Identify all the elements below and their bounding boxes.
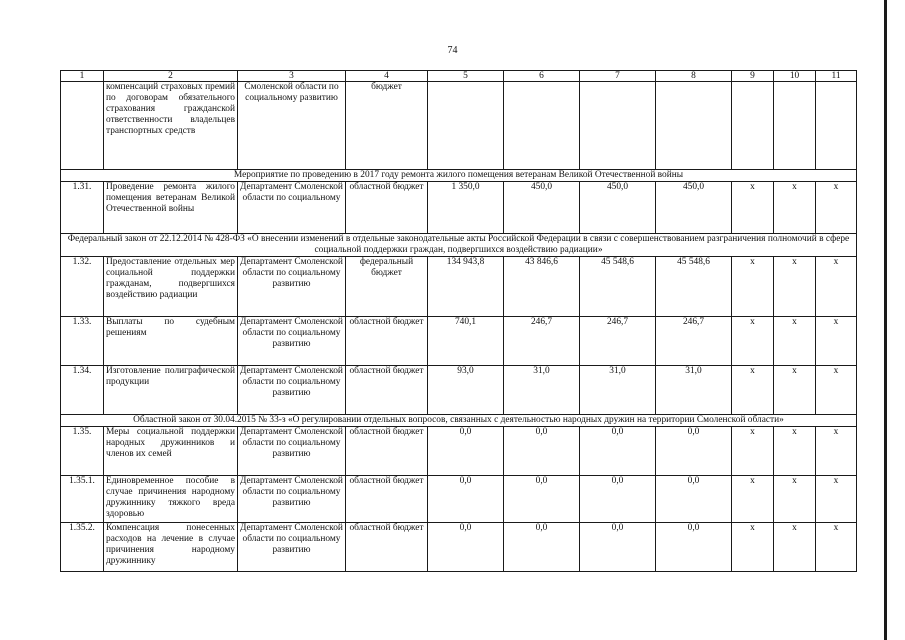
column-number-row (61, 71, 857, 82)
value-year-3: 450,0 (656, 182, 732, 234)
funding-source-cell: областной бюджет (346, 182, 428, 234)
value-mark: х (732, 366, 774, 415)
value-mark: х (732, 523, 774, 572)
value-mark: х (774, 523, 816, 572)
activity-description: Меры социальной поддержки народных дружинников и членов их семей (104, 427, 238, 476)
value-mark: х (774, 427, 816, 476)
activity-description: Предоставление отдельных мер социальной поддержки гражданам, подвергшихся воздействию радиации (104, 257, 238, 317)
value-year-1: 0,0 (504, 427, 580, 476)
row-number: 1.35.1. (61, 476, 104, 523)
funding-source-cell: областной бюджет (346, 523, 428, 572)
funding-source-cell: федеральный бюджет (346, 257, 428, 317)
value-mark: х (732, 476, 774, 523)
row-number: 1.31. (61, 182, 104, 234)
value-year-1: 0,0 (504, 476, 580, 523)
row-number: 1.35. (61, 427, 104, 476)
value-total: 0,0 (428, 476, 504, 523)
section-heading: Мероприятие по проведению в 2017 году ремонта жилого помещения ветеранам Великой Отечественной войны (61, 170, 857, 182)
value-total: 93,0 (428, 366, 504, 415)
value-mark: х (774, 366, 816, 415)
value-mark: х (816, 523, 857, 572)
value-mark: х (816, 366, 857, 415)
executor-cell: Департамент Смоленской области по социальному развитию (238, 366, 346, 415)
section-heading: Областной закон от 30.04.2015 № 33-з «О регулировании отдельных вопросов, связанных с деятельностью народных дружин на территории Смоленской области» (61, 415, 857, 427)
value-year-1: 0,0 (504, 523, 580, 572)
column-number: 8 (656, 71, 732, 82)
value-year-1: 43 846,6 (504, 257, 580, 317)
column-number: 4 (346, 71, 428, 82)
column-number: 5 (428, 71, 504, 82)
value-cell (428, 82, 504, 170)
value-year-3: 31,0 (656, 366, 732, 415)
section-heading-row (61, 415, 857, 427)
column-number: 10 (774, 71, 816, 82)
value-year-3: 0,0 (656, 427, 732, 476)
column-number: 7 (580, 71, 656, 82)
funding-source-cell: областной бюджет (346, 476, 428, 523)
table-row (61, 182, 857, 234)
value-cell (504, 82, 580, 170)
value-year-2: 31,0 (580, 366, 656, 415)
value-cell (732, 82, 774, 170)
value-mark: х (732, 182, 774, 234)
scan-edge-line (884, 0, 887, 640)
executor-cell: Департамент Смоленской области по социальному развитию (238, 317, 346, 366)
executor-cell: Департамент Смоленской области по социальному (238, 182, 346, 234)
row-number: 1.34. (61, 366, 104, 415)
column-number: 11 (816, 71, 857, 82)
value-year-2: 0,0 (580, 427, 656, 476)
funding-source-cell: областной бюджет (346, 317, 428, 366)
section-heading-row (61, 234, 857, 257)
activity-description: компенсаций страховых премий по договорам обязательного страхования гражданской ответственности владельцев транспортных средств (104, 82, 238, 170)
table-row (61, 523, 857, 572)
value-mark: х (774, 317, 816, 366)
column-number: 3 (238, 71, 346, 82)
value-mark: х (732, 257, 774, 317)
column-number: 9 (732, 71, 774, 82)
value-year-2: 246,7 (580, 317, 656, 366)
value-year-3: 0,0 (656, 523, 732, 572)
value-mark: х (816, 182, 857, 234)
table-row (61, 82, 857, 170)
value-year-2: 450,0 (580, 182, 656, 234)
value-total: 740,1 (428, 317, 504, 366)
value-cell (816, 82, 857, 170)
value-cell (656, 82, 732, 170)
column-number: 2 (104, 71, 238, 82)
section-heading: Федеральный закон от 22.12.2014 № 428-ФЗ «О внесении изменений в отдельные законодательные акты Российской Федерации в связи с совершенствованием разграничения полномочий в сфере социальной поддержки граждан, подвергшихся воздействию радиации» (61, 234, 857, 257)
value-total: 0,0 (428, 523, 504, 572)
value-year-1: 450,0 (504, 182, 580, 234)
value-mark: х (816, 476, 857, 523)
value-mark: х (732, 427, 774, 476)
page-number: 74 (447, 45, 458, 56)
value-year-3: 45 548,6 (656, 257, 732, 317)
value-mark: х (732, 317, 774, 366)
value-year-2: 0,0 (580, 523, 656, 572)
program-activities-table (60, 70, 857, 572)
row-number: 1.32. (61, 257, 104, 317)
executor-cell: Департамент Смоленской области по социальному развитию (238, 523, 346, 572)
value-year-1: 246,7 (504, 317, 580, 366)
executor-cell: Департамент Смоленской области по социальному развитию (238, 427, 346, 476)
row-number: 1.35.2. (61, 523, 104, 572)
funding-source-cell: областной бюджет (346, 366, 428, 415)
executor-cell: Департамент Смоленской области по социальному развитию (238, 476, 346, 523)
executor-cell: Смоленской области по социальному развитию (238, 82, 346, 170)
value-year-2: 45 548,6 (580, 257, 656, 317)
executor-cell: Департамент Смоленской области по социальному развитию (238, 257, 346, 317)
funding-source-cell: бюджет (346, 82, 428, 170)
table-row (61, 257, 857, 317)
table-row (61, 427, 857, 476)
value-mark: х (816, 317, 857, 366)
value-total: 134 943,8 (428, 257, 504, 317)
column-number: 6 (504, 71, 580, 82)
value-total: 1 350,0 (428, 182, 504, 234)
value-mark: х (816, 257, 857, 317)
value-mark: х (774, 476, 816, 523)
value-cell (580, 82, 656, 170)
table-row (61, 317, 857, 366)
value-mark: х (774, 182, 816, 234)
table-row (61, 476, 857, 523)
table-row (61, 366, 857, 415)
activity-description: Компенсация понесенных расходов на лечение в случае причинения народному дружиннику (104, 523, 238, 572)
activity-description: Единовременное пособие в случае причинения народному дружиннику тяжкого вреда здоровью (104, 476, 238, 523)
value-year-3: 246,7 (656, 317, 732, 366)
row-number-cell (61, 82, 104, 170)
activity-description: Изготовление полиграфической продукции (104, 366, 238, 415)
activity-description: Выплаты по судебным решениям (104, 317, 238, 366)
activity-description: Проведение ремонта жилого помещения ветеранам Великой Отечественной войны (104, 182, 238, 234)
funding-source-cell: областной бюджет (346, 427, 428, 476)
section-heading-row (61, 170, 857, 182)
value-year-2: 0,0 (580, 476, 656, 523)
value-year-1: 31,0 (504, 366, 580, 415)
value-cell (774, 82, 816, 170)
value-mark: х (816, 427, 857, 476)
row-number: 1.33. (61, 317, 104, 366)
value-total: 0,0 (428, 427, 504, 476)
column-number: 1 (61, 71, 104, 82)
value-mark: х (774, 257, 816, 317)
value-year-3: 0,0 (656, 476, 732, 523)
